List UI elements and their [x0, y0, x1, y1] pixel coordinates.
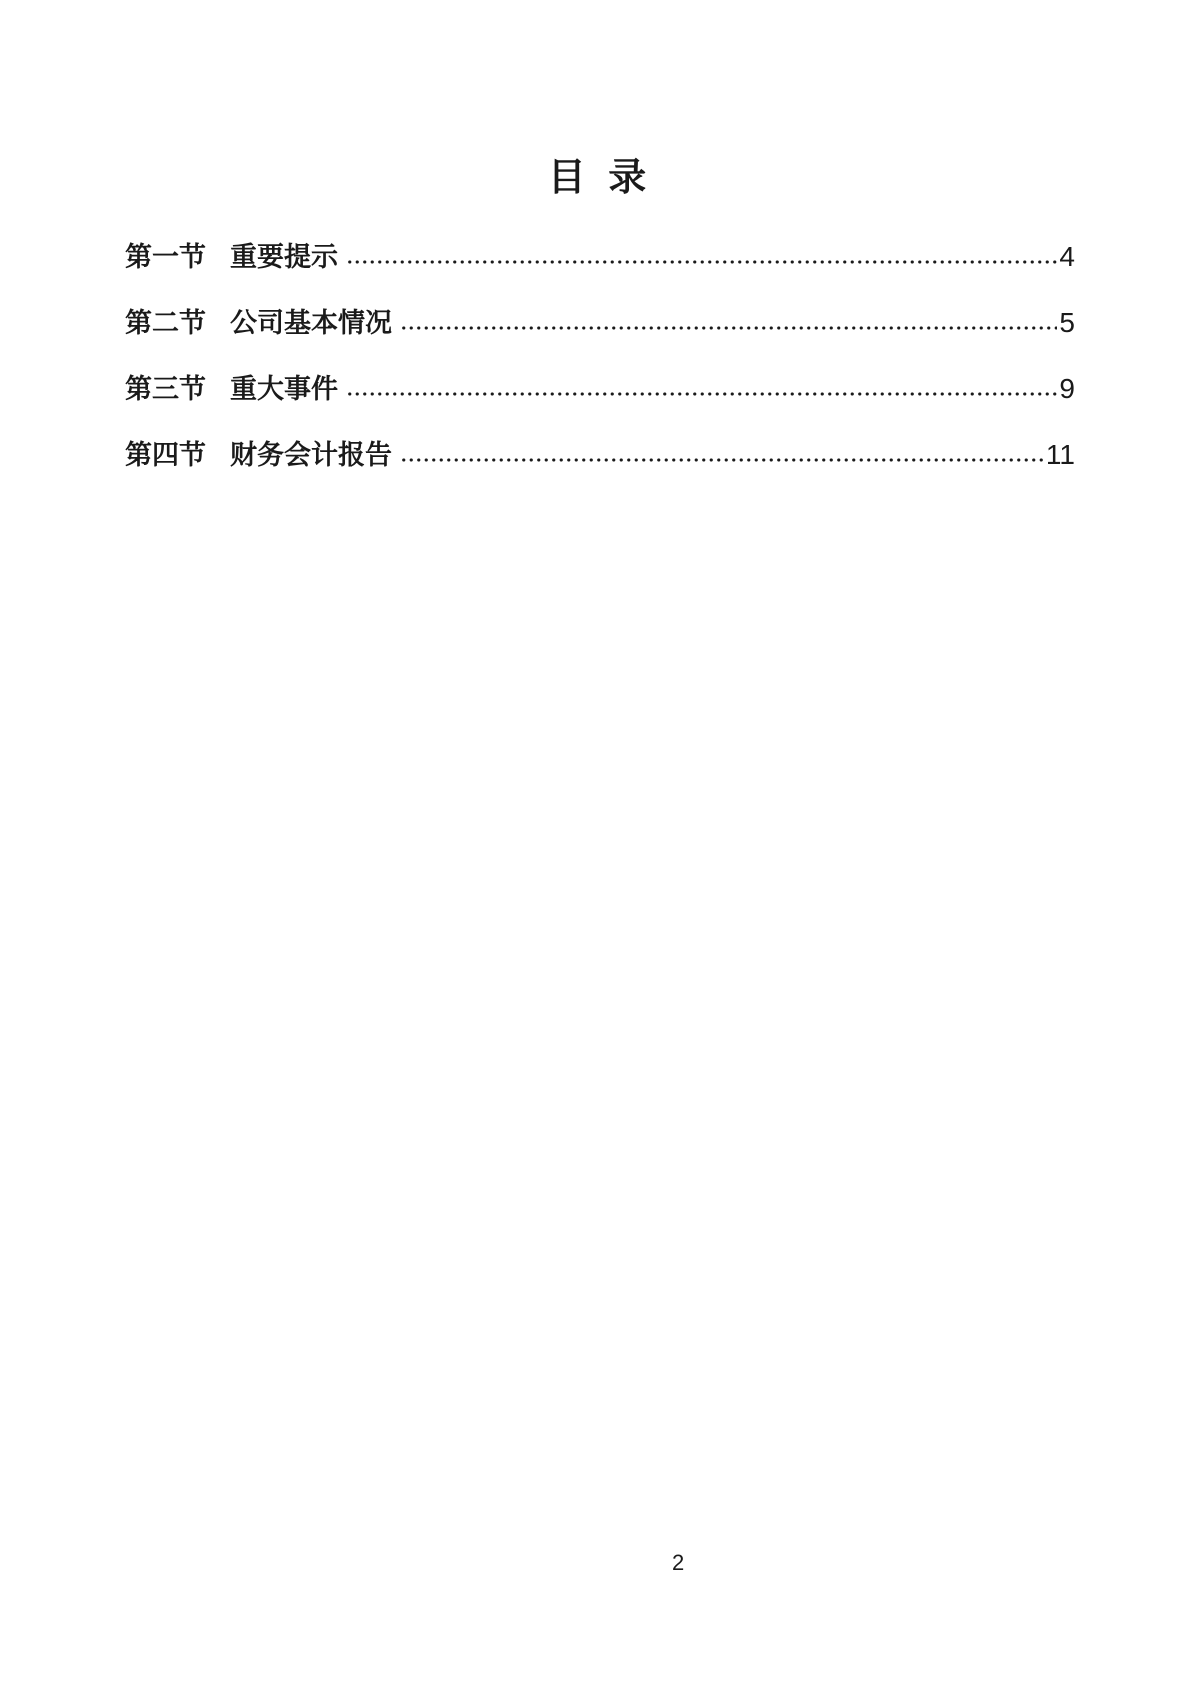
toc-entry-page-number: 9 — [1059, 373, 1075, 404]
dot-leader — [400, 323, 1057, 333]
dot-leader — [400, 455, 1044, 465]
toc-entry-section: 第三节 — [125, 374, 206, 404]
toc-list — [125, 243, 1075, 507]
toc-entry[interactable] — [125, 441, 1075, 469]
dot-leader — [346, 257, 1057, 267]
toc-entry-title: 公司基本情况 — [230, 308, 392, 338]
footer-page-number: 2 — [672, 1550, 685, 1575]
dot-leader — [346, 389, 1057, 399]
toc-entry-section: 第四节 — [125, 440, 206, 470]
toc-entry-page-number: 11 — [1045, 439, 1075, 470]
toc-entry-title: 重大事件 — [230, 374, 338, 404]
toc-entry-section: 第二节 — [125, 308, 206, 338]
toc-entry[interactable] — [125, 243, 1075, 271]
toc-entry[interactable] — [125, 309, 1075, 337]
toc-entry-page-number: 4 — [1059, 241, 1075, 272]
page-title: 目 录 — [547, 157, 653, 199]
toc-entry[interactable] — [125, 375, 1075, 403]
toc-entry-title: 重要提示 — [230, 242, 338, 272]
toc-entry-section: 第一节 — [125, 242, 206, 272]
toc-entry-page-number: 5 — [1059, 307, 1075, 338]
toc-entry-title: 财务会计报告 — [230, 440, 392, 470]
